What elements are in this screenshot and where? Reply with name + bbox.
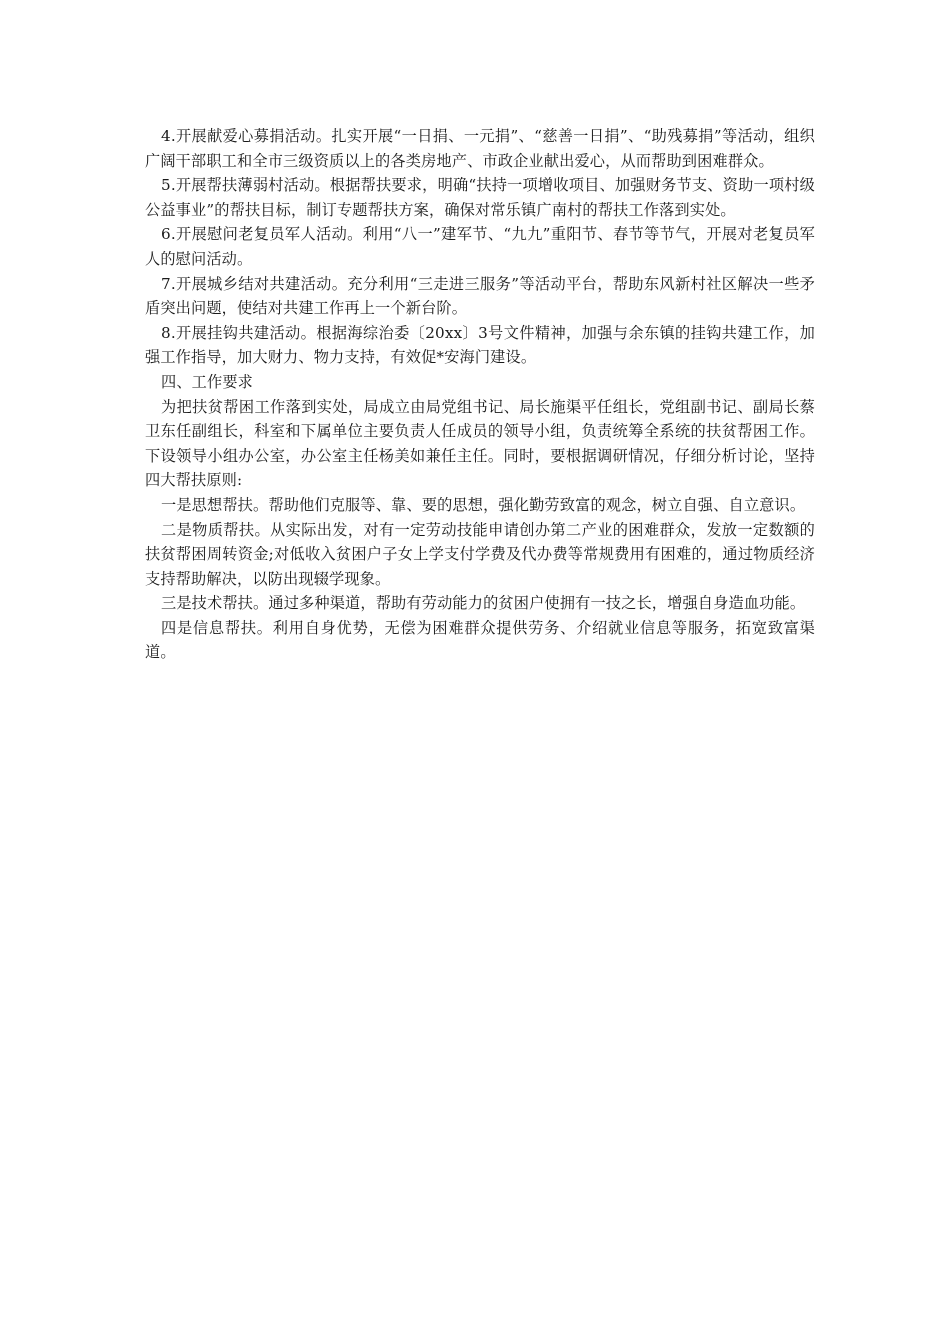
paragraph-leadership-group: 为把扶贫帮困工作落到实处，局成立由局党组书记、局长施渠平任组长，党组副书记、副局长蔡卫东任副组长，科室和下属单位主要负责人任成员的领导小组，负责统筹全系统的扶贫帮困工作。下设领导小组办公室，办公室主任杨美如兼任主任。同时，要根据调研情况，仔细分析讨论，坚持四大帮扶原则: — [145, 397, 815, 490]
document-body — [145, 124, 815, 665]
paragraph-activity-6: 6.开展慰问老复员军人活动。利用“八一”建军节、“九九”重阳节、春节等节气，开展对老复员军人的慰问活动。 — [145, 225, 815, 268]
section-heading-work-requirements: 四、工作要求 — [161, 372, 254, 391]
paragraph-activity-4: 4.开展献爱心募捐活动。扎实开展“一日捐、一元捐”、“慈善一日捐”、“助残募捐”等活动，组织广阔干部职工和全市三级资质以上的各类房地产、市政企业献出爱心，从而帮助到困难群众。 — [145, 127, 815, 170]
paragraph-information-support: 四是信息帮扶。利用自身优势，无偿为困难群众提供劳务、介绍就业信息等服务，拓宽致富渠道。 — [145, 618, 815, 662]
paragraph-ideological-support: 一是思想帮扶。帮助他们克服等、靠、要的思想，强化勤劳致富的观念，树立自强、自立意识。 — [161, 495, 806, 514]
paragraph-activity-8: 8.开展挂钩共建活动。根据海综治委〔20xx〕3号文件精神，加强与余东镇的挂钩共建工作，加强工作指导，加大财力、物力支持，有效促*安海门建设。 — [145, 323, 815, 367]
paragraph-activity-5: 5.开展帮扶薄弱村活动。根据帮扶要求，明确“扶持一项增收项目、加强财务节支、资助一项村级公益事业”的帮扶目标，制订专题帮扶方案，确保对常乐镇广南村的帮扶工作落到实处。 — [145, 176, 815, 219]
paragraph-technical-support: 三是技术帮扶。通过多种渠道，帮助有劳动能力的贫困户使拥有一技之长，增强自身造血功能。 — [161, 594, 806, 613]
paragraph-activity-7: 7.开展城乡结对共建活动。充分利用“三走进三服务”等活动平台，帮助东风新村社区解决一些矛盾突出问题，使结对共建工作再上一个新台阶。 — [145, 274, 815, 318]
paragraph-material-support: 二是物质帮扶。从实际出发，对有一定劳动技能申请创办第二产业的困难群众，发放一定数额的扶贫帮困周转资金;对低收入贫困户子女上学支付学费及代办费等常规费用有困难的，通过物质经济支持帮助解决，以防出现辍学现象。 — [145, 520, 815, 588]
